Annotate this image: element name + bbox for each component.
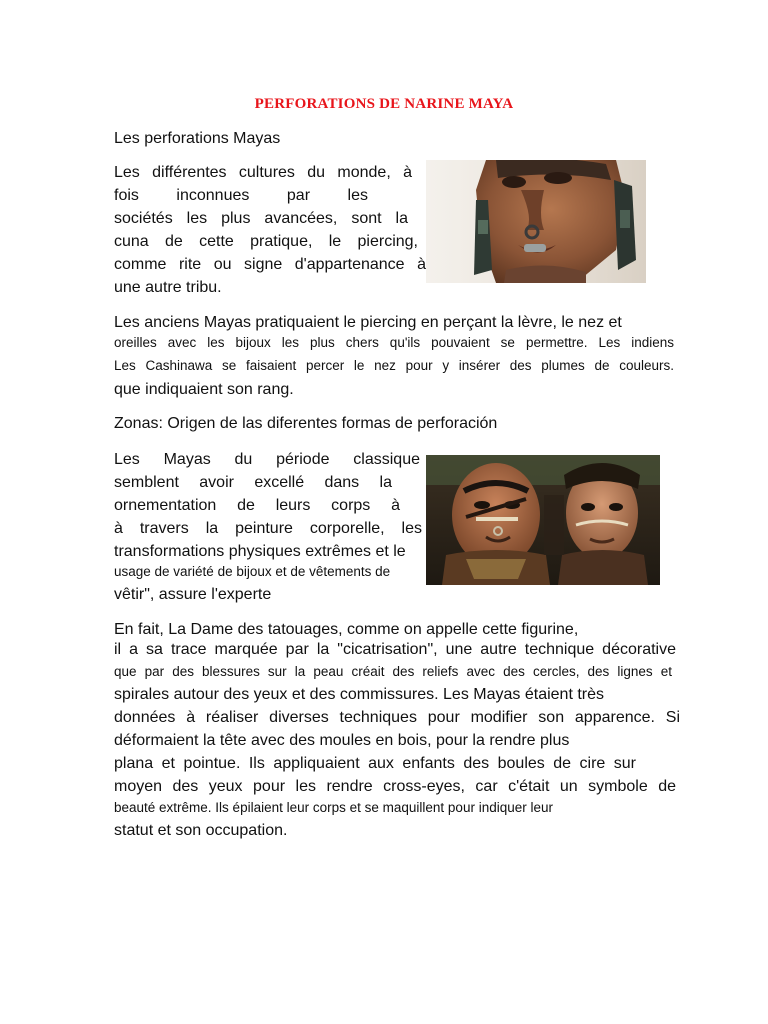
para4-line: données à réaliser diverses techniques pour modifier son apparence. Si [114, 709, 680, 726]
para4-line: statut et son occupation. [114, 822, 288, 839]
heading-zonas: Zonas: Origen de las diferentes formas de perforación [114, 415, 498, 432]
para4-line: spirales autour des yeux et des commissures. Les Mayas étaient très [114, 686, 604, 703]
para2-line: Les anciens Mayas pratiquaient le piercing en perçant la lèvre, le nez et [114, 314, 622, 331]
para3-line: ornementation de leurs corps à [114, 497, 400, 514]
para4-line: moyen des yeux pour les rendre cross-eyes, car c'était un symbole de [114, 778, 676, 795]
para4-line: que par des blessures sur la peau créait des reliefs avec des cercles, des lignes et [114, 664, 672, 679]
heading-perforations: Les perforations Mayas [114, 130, 281, 147]
para3-line: vêtir", assure l'experte [114, 586, 272, 603]
para4-line: beauté extrême. Ils épilaient leur corps et se maquillent pour indiquer leur [114, 800, 553, 815]
para4-line: En fait, La Dame des tatouages, comme on appelle cette figurine, [114, 621, 579, 638]
document-title: PERFORATIONS DE NARINE MAYA [254, 96, 514, 112]
para1-line: cuna de cette pratique, le piercing, [114, 233, 418, 250]
para1-line: fois inconnues par les [114, 187, 368, 204]
para1-line: Les différentes cultures du monde, à [114, 164, 412, 181]
para1-line: une autre tribu. [114, 279, 222, 296]
para3-line: à travers la peinture corporelle, les [114, 520, 422, 537]
maya-warriors-photo [426, 455, 660, 585]
para3-line: Les Mayas du période classique [114, 451, 420, 468]
para2-line: que indiquaient son rang. [114, 381, 294, 398]
para3-line: transformations physiques extrêmes et le [114, 543, 406, 560]
para4-line: il a sa trace marquée par la "cicatrisation", une autre technique décorative [114, 641, 676, 658]
para1-line: sociétés les plus avancées, sont la [114, 210, 408, 227]
para1-line: comme rite ou signe d'appartenance à [114, 256, 426, 273]
para2-line: oreilles avec les bijoux les plus chers qu'ils pouvaient se permettre. Les indiens [114, 335, 674, 350]
para3-line: semblent avoir excellé dans la [114, 474, 392, 491]
para3-line: usage de variété de bijoux et de vêtements de [114, 564, 391, 579]
maya-face-photo [426, 160, 646, 283]
para4-line: plana et pointue. Ils appliquaient aux enfants des boules de cire sur [114, 755, 636, 772]
para4-line: déformaient la tête avec des moules en bois, pour la rendre plus [114, 732, 570, 749]
para2-line: Les Cashinawa se faisaient percer le nez pour y insérer des plumes de couleurs. [114, 358, 674, 373]
